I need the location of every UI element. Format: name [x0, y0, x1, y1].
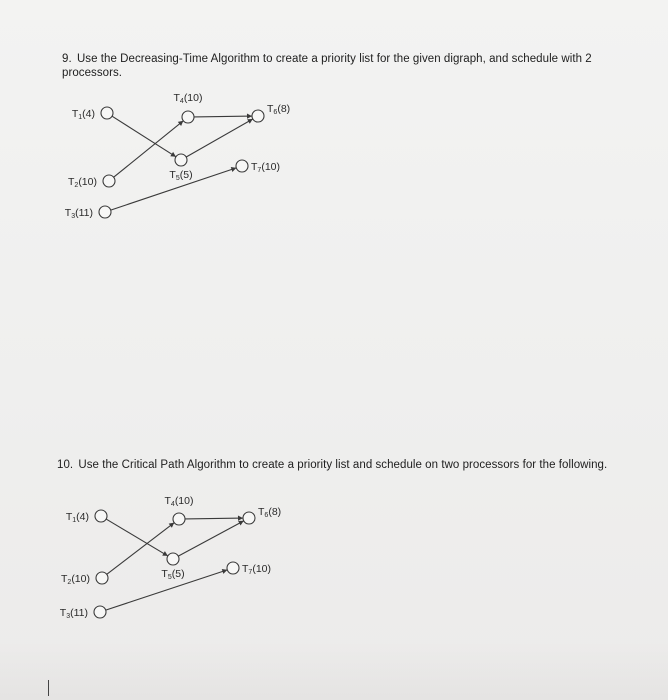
edge-t4-t6: [185, 518, 243, 519]
task-label-t6: [258, 506, 281, 519]
task-letter: T: [173, 92, 180, 104]
task-letter: T: [60, 573, 68, 585]
task-node-t3: [94, 606, 106, 618]
task-time: (8): [268, 506, 282, 518]
arrowhead-t2-t4: [169, 523, 175, 528]
task-label-t2: [61, 573, 90, 586]
task-time: (5): [179, 169, 193, 181]
task-label-t3: [65, 207, 93, 220]
task-label-t7: [242, 563, 271, 576]
edge-t2-t4: [107, 523, 174, 575]
question-number: 10.: [57, 459, 74, 471]
task-time: (4): [82, 108, 95, 120]
task-letter: T: [64, 207, 72, 219]
task-subscript: 6: [264, 512, 269, 519]
task-time: (10): [71, 573, 90, 585]
task-node-t7: [227, 562, 239, 574]
task-time: (8): [277, 103, 291, 115]
edge-t4-t6: [194, 116, 252, 117]
task-node-t1: [101, 107, 113, 119]
task-label-t5: [161, 568, 184, 581]
task-letter: T: [71, 108, 79, 120]
task-node-t3: [99, 206, 111, 218]
task-letter: T: [242, 563, 249, 575]
task-time: (10): [78, 176, 97, 188]
task-node-t7: [236, 160, 248, 172]
task-node-t4: [182, 111, 194, 123]
text-cursor: [48, 680, 49, 696]
task-label-t2: [68, 176, 97, 189]
task-subscript: 5: [167, 574, 172, 581]
task-subscript: 4: [179, 98, 184, 105]
task-time: (10): [261, 161, 281, 173]
task-subscript: 7: [257, 167, 262, 174]
edge-t1-t5: [106, 519, 168, 556]
task-node-t1: [95, 510, 107, 522]
task-letter: T: [164, 495, 171, 507]
task-subscript: 2: [67, 579, 72, 586]
task-letter: T: [59, 607, 67, 619]
task-letter: T: [251, 161, 258, 173]
task-letter: T: [258, 506, 265, 518]
arrowhead-t4-t6: [238, 516, 243, 521]
task-time: (10): [183, 92, 203, 104]
task-letter: T: [65, 511, 73, 523]
edge-t1-t5: [112, 116, 176, 157]
task-time: (11): [75, 207, 93, 219]
task-node-t2: [96, 572, 108, 584]
task-time: (10): [174, 495, 194, 507]
task-subscript: 7: [248, 569, 253, 576]
task-subscript: 6: [273, 109, 278, 116]
digraph-q9: [65, 92, 290, 220]
task-letter: T: [169, 169, 176, 181]
task-subscript: 5: [175, 175, 180, 182]
task-node-t5: [167, 553, 179, 565]
task-label-t1: [66, 511, 89, 524]
task-node-t5: [175, 154, 187, 166]
task-label-t4: [173, 92, 202, 105]
question-text: Use the Decreasing-Time Algorithm to create a priority list for the given digraph, and schedule with 2 processors.: [62, 53, 592, 79]
edge-t5-t6: [178, 521, 243, 556]
task-node-t4: [173, 513, 185, 525]
task-label-t4: [164, 495, 193, 508]
task-subscript: 2: [74, 182, 79, 189]
task-node-t6: [252, 110, 264, 122]
task-subscript: 1: [78, 114, 83, 121]
task-node-t6: [243, 512, 255, 524]
digraph-q10: [60, 495, 281, 620]
task-subscript: 1: [72, 517, 77, 524]
task-time: (11): [70, 607, 88, 619]
task-subscript: 3: [71, 213, 76, 220]
task-time: (4): [76, 511, 89, 523]
question-text: Use the Critical Path Algorithm to create a priority list and schedule on two processors for the following.: [78, 459, 608, 471]
question-number: 9.: [62, 53, 72, 65]
task-label-t1: [72, 108, 95, 121]
task-label-t6: [267, 103, 290, 116]
task-time: (5): [171, 568, 185, 580]
task-subscript: 4: [170, 501, 175, 508]
arrowhead-t4-t6: [247, 114, 252, 119]
task-node-t2: [103, 175, 115, 187]
edge-t5-t6: [186, 119, 253, 157]
task-label-t7: [251, 161, 280, 174]
task-letter: T: [67, 176, 75, 188]
task-label-t5: [169, 169, 192, 182]
task-letter: T: [267, 103, 274, 115]
task-subscript: 3: [66, 613, 71, 620]
task-time: (10): [252, 563, 272, 575]
task-label-t3: [60, 607, 88, 620]
task-letter: T: [161, 568, 168, 580]
